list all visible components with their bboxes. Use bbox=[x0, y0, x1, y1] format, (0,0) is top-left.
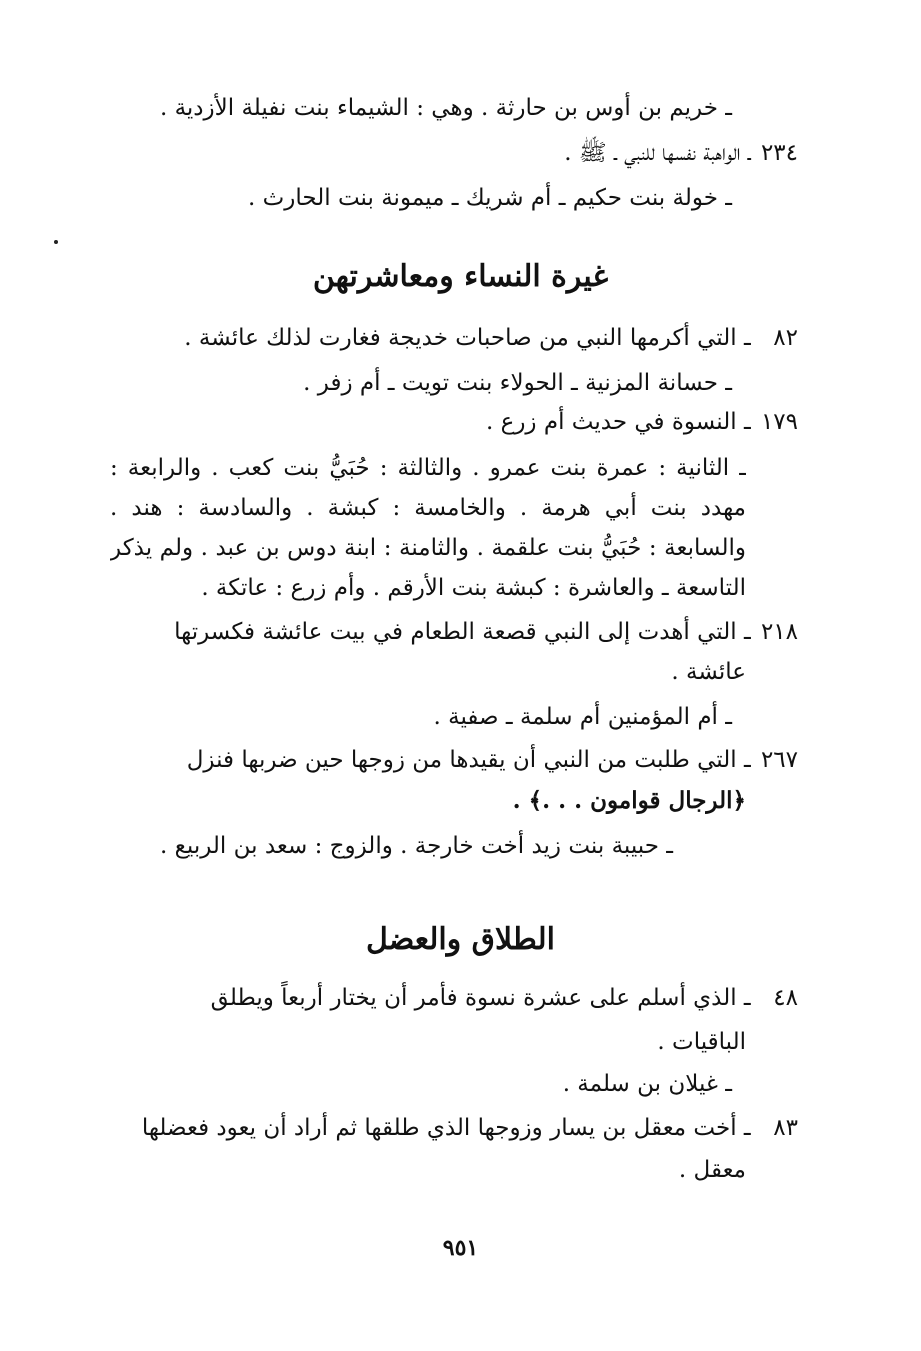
entry-line bbox=[110, 448, 746, 488]
entry-text: ـ التي أهدت إلى النبي قصعة الطعام في بيت عائشة فكسرتها bbox=[174, 619, 751, 645]
entry-text: معقل . bbox=[678, 1157, 746, 1183]
section-heading: غيرة النساء ومعاشرتهن bbox=[312, 259, 609, 294]
entry-text: والسابعة : حُبَيُّ بنت علقمة . والثامنة : ابنة دوس بن عبد . ولم يذكر bbox=[110, 535, 746, 561]
entry-number: ١٧٩ bbox=[760, 409, 798, 435]
entry-number: ٢٣٤ bbox=[760, 140, 798, 166]
entry-text: مهدد بنت أبي هرمة . والخامسة : كبشة . والسادسة : هند . bbox=[110, 495, 746, 521]
entry-text: ـ التي أكرمها النبي من صاحبات خديجة فغارت لذلك عائشة . bbox=[184, 325, 751, 351]
entry-text: ﴿الرجال قوامون . . .﴾ . bbox=[512, 787, 746, 814]
entry-text: ـ أخت معقل بن يسار وزوجها الذي طلقها ثم أراد أن يعود فعضلها bbox=[141, 1115, 751, 1141]
entry-text: ـ أم المؤمنين أم سلمة ـ صفية . bbox=[433, 704, 732, 730]
entry-line bbox=[110, 1108, 798, 1148]
entry-number: ٨٢ bbox=[773, 325, 798, 351]
entry-text: ـ حبيبة بنت زيد أخت خارجة . والزوج : سعد بن الربيع . bbox=[160, 833, 673, 859]
quran-quote bbox=[513, 781, 746, 821]
page-number: ٩٥١ bbox=[442, 1235, 479, 1261]
entry-line bbox=[110, 488, 746, 528]
entry-line bbox=[110, 612, 798, 652]
entry-line bbox=[184, 318, 798, 358]
entry-line bbox=[671, 652, 746, 692]
entry-line bbox=[563, 1064, 732, 1104]
entry-line bbox=[303, 363, 732, 403]
section-heading: الطلاق والعضل bbox=[366, 922, 555, 957]
entry-text: ـ خولة بنت حكيم ـ أم شريك ـ ميمونة بنت الحارث . bbox=[248, 185, 732, 211]
entry-text: ـ الذي أسلم على عشرة نسوة فأمر أن يختار أربعاً ويطلق bbox=[210, 985, 751, 1011]
entry-number: ٢٦٧ bbox=[760, 747, 798, 773]
entry-text: عائشة . bbox=[671, 659, 746, 685]
entry-number: ٢١٨ bbox=[760, 619, 798, 645]
entry-number: ٨٣ bbox=[773, 1115, 798, 1141]
entry-line bbox=[110, 528, 746, 568]
entry-line bbox=[110, 740, 798, 780]
page-speck bbox=[54, 240, 58, 244]
entry-text: ـ خريم بن أوس بن حارثة . وهي : الشيماء بنت نفيلة الأزدية . bbox=[159, 95, 732, 121]
entry-line bbox=[657, 1022, 746, 1062]
entry-text: ـ الواهبة نفسها للنبي ـ ﷺ . bbox=[564, 140, 751, 166]
entry-line bbox=[160, 88, 732, 128]
entry-line bbox=[434, 697, 732, 737]
entry-line bbox=[248, 178, 732, 218]
entry-line bbox=[201, 568, 746, 608]
entry-text: التاسعة ـ والعاشرة : كبشة بنت الأرقم . وأم زرع : عاتكة . bbox=[201, 575, 746, 601]
entry-line bbox=[564, 133, 798, 173]
entry-text: ـ التي طلبت من النبي أن يقيدها من زوجها حين ضربها فنزل bbox=[186, 747, 751, 773]
entry-text: ـ غيلان بن سلمة . bbox=[562, 1071, 732, 1097]
entry-line bbox=[679, 1150, 746, 1190]
entry-line bbox=[160, 826, 673, 866]
entry-line bbox=[110, 978, 798, 1018]
entry-line bbox=[486, 402, 798, 442]
entry-text: ـ النسوة في حديث أم زرع . bbox=[485, 409, 751, 435]
entry-text: ـ الثانية : عمرة بنت عمرو . والثالثة : حُبَيُّ بنت كعب . والرابعة : bbox=[110, 455, 746, 481]
entry-number: ٤٨ bbox=[773, 985, 798, 1011]
entry-text: الباقيات . bbox=[657, 1029, 746, 1055]
entry-text: ـ حسانة المزنية ـ الحولاء بنت تويت ـ أم زفر . bbox=[303, 370, 732, 396]
